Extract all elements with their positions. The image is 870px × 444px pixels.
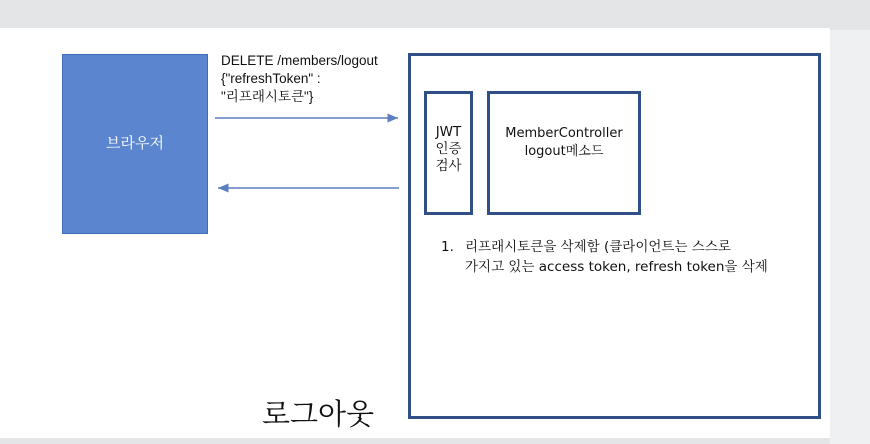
request-body-key: {"refreshToken" : (221, 71, 321, 86)
controller-name: MemberController (505, 126, 623, 141)
request-method-path: DELETE /members/logout (221, 53, 378, 68)
jwt-label-3: 검사 (435, 157, 462, 174)
note-line-2: 가지고 있는 access token, refresh token을 삭제 (465, 259, 768, 275)
jwt-label-2: 인증 (435, 140, 462, 157)
browser-label: 브라우저 (106, 133, 164, 152)
member-controller-box (487, 91, 641, 215)
logout-note (441, 237, 811, 277)
page-title: 로그아웃 (262, 397, 375, 431)
request-body-value: "리프래시토큰"} (221, 89, 314, 104)
jwt-label-1: JWT (435, 123, 462, 140)
controller-method: logout메소드 (524, 144, 604, 159)
note-number: 1. (441, 239, 454, 255)
note-line-1: 리프래시토큰을 삭제함 (클라이언트는 스스로 (465, 239, 731, 255)
jwt-auth-box (424, 91, 473, 215)
